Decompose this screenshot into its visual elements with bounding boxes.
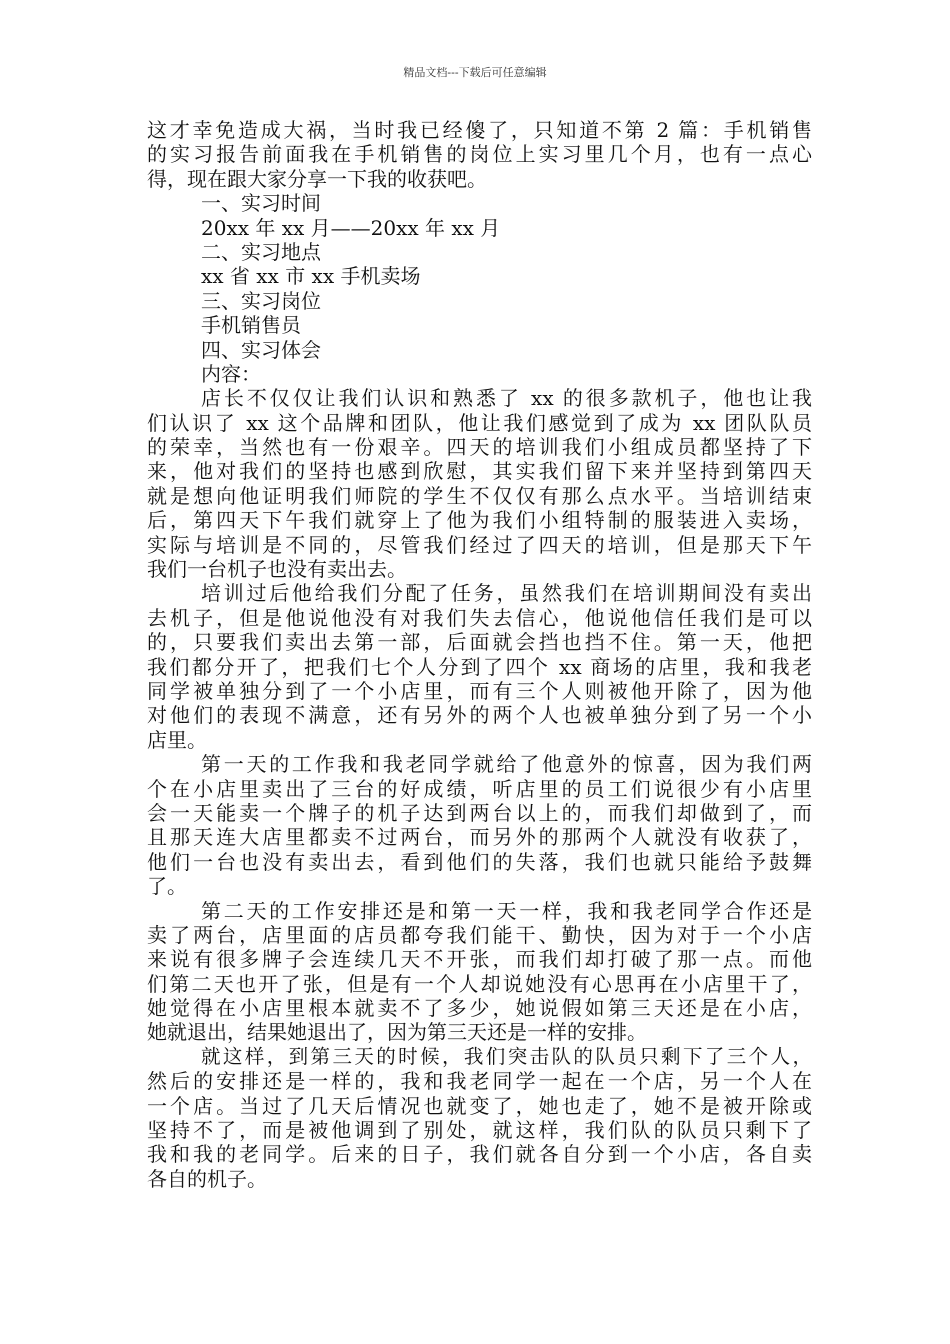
text-line: 第一天的工作我和我老同学就给了他意外的惊喜，因为我们两 <box>201 752 812 777</box>
text-line: 卖了两台，店里面的店员都夸我们能干、勤快，因为对于一个小店 <box>147 922 812 947</box>
text-line: 来说有很多牌子会连续几天不开张，而我们却打破了那一点。而他 <box>147 947 812 972</box>
text-line: 且那天连大店里都卖不过两台，而另外的那两个人就没有收获了， <box>147 825 812 850</box>
text-line: 这才幸免造成大祸，当时我已经傻了，只知道不第 2 篇：手机销售 <box>147 118 812 142</box>
text-line: 来，他对我们的坚持也感到欣慰，其实我们留下来并坚持到第四天 <box>147 459 812 484</box>
text-line: 得，现在跟大家分享一下我的收获吧。 <box>147 166 487 191</box>
text-line: 我们都分开了，把我们七个人分到了四个 xx 商场的店里，我和我老 <box>147 654 812 679</box>
text-line: 店里。 <box>147 727 207 752</box>
document-body <box>147 118 812 1191</box>
text-line: 对他们的表现不满意，还有另外的两个人也被单独分到了另一个小 <box>147 703 812 728</box>
text-line: 同学被单独分到了一个小店里，而有三个人则被他开除了，因为他 <box>147 678 812 703</box>
text-line: 一、实习时间 <box>201 191 321 216</box>
text-line: 一个店。当过了几天后情况也就变了，她也走了，她不是被开除或 <box>147 1093 812 1118</box>
text-line: 店长不仅仅让我们认识和熟悉了 xx 的很多款机子，他也让我 <box>201 386 812 411</box>
text-line: 培训过后他给我们分配了任务，虽然我们在培训期间没有卖出 <box>201 581 812 606</box>
text-line: 然后的安排还是一样的，我和我老同学一起在一个店，另一个人在 <box>147 1069 812 1094</box>
text-line: 内容： <box>201 361 261 386</box>
text-line: 们第二天也开了张，但是有一个人却说她没有心思再在小店里干了， <box>147 971 812 996</box>
text-line: 的实习报告前面我在手机销售的岗位上实习里几个月，也有一点心 <box>147 142 812 167</box>
text-line: 二、实习地点 <box>201 239 321 264</box>
text-line: 了。 <box>147 874 187 899</box>
text-line: 她觉得在小店里根本就卖不了多少，她说假如第三天还是在小店， <box>147 996 812 1021</box>
text-line: 实际与培训是不同的，尽管我们经过了四天的培训，但是那天下午 <box>147 532 812 557</box>
text-line: 第二天的工作安排还是和第一天一样，我和我老同学合作还是 <box>201 898 812 923</box>
text-line: 就是想向他证明我们师院的学生不仅仅有那么点水平。当培训结束 <box>147 483 812 508</box>
text-line: 后，第四天下午我们就穿上了他为我们小组特制的服装进入卖场， <box>147 508 812 533</box>
text-line: 就这样，到第三天的时候，我们突击队的队员只剩下了三个人， <box>201 1044 812 1068</box>
page-header: 精品文档---下载后可任意编辑 <box>403 66 547 79</box>
text-line: 的，只要我们卖出去第一部，后面就会挡也挡不住。第一天，他把 <box>147 630 812 655</box>
text-line: 四、实习体会 <box>201 337 321 362</box>
text-line: 坚持不了，而是被他调到了别处，就这样，我们队的队员只剩下了 <box>147 1118 812 1143</box>
text-line: 们认识了 xx 这个品牌和团队，他让我们感觉到了成为 xx 团队队员 <box>147 410 812 435</box>
text-line: 她就退出，结果她退出了，因为第三天还是一样的安排。 <box>147 1020 647 1045</box>
text-line: 的荣幸，当然也有一份艰辛。四天的培训我们小组成员都坚持了下 <box>147 435 812 460</box>
text-line: 他们一台也没有卖出去，看到他们的失落，我们也就只能给予鼓舞 <box>147 849 812 874</box>
text-line: 我们一台机子也没有卖出去。 <box>147 557 407 582</box>
text-line: 会一天能卖一个牌子的机子达到两台以上的，而我们却做到了，而 <box>147 800 812 825</box>
text-line: 个在小店里卖出了三台的好成绩，听店里的员工们说很少有小店里 <box>147 776 812 801</box>
text-line: 手机销售员 <box>201 313 301 338</box>
text-line: 20xx 年 xx 月——20xx 年 xx 月 <box>201 215 501 240</box>
text-line: 我和我的老同学。后来的日子，我们就各自分到一个小店，各自卖 <box>147 1142 812 1167</box>
text-line: 去机子，但是他说他没有对我们失去信心，他说他信任我们是可以 <box>147 605 812 630</box>
text-line: xx 省 xx 市 xx 手机卖场 <box>201 264 421 289</box>
text-line: 各自的机子。 <box>147 1166 267 1191</box>
text-line: 三、实习岗位 <box>201 288 321 313</box>
